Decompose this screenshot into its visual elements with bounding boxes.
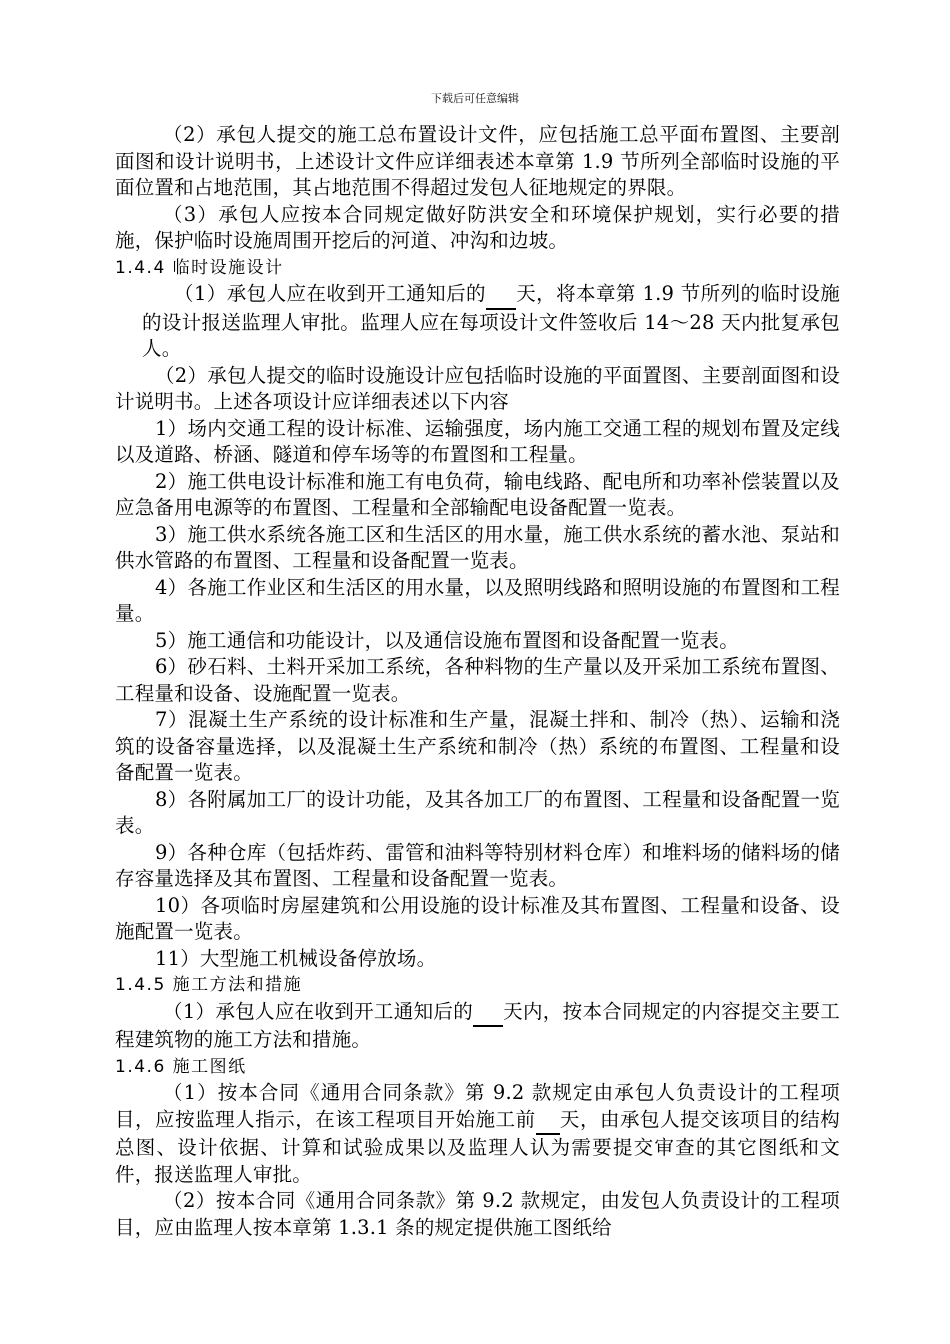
paragraph-text: （1）承包人应在收到开工通知后的 bbox=[163, 999, 474, 1023]
blank-field bbox=[473, 999, 503, 1028]
paragraph: （3）承包人应按本合同规定做好防洪安全和环境保护规划，实行必要的措施，保护临时设施周围开挖后的河道、冲沟和边坡。 bbox=[115, 202, 840, 252]
list-item: 11）大型施工机械设备停放场。 bbox=[155, 946, 437, 970]
section-heading: 1.4.6 施工图纸 bbox=[115, 1056, 247, 1077]
list-item: 7）混凝土生产系统的设计标准和生产量，混凝土拌和、制冷（热）、运输和浇筑的设备容量选择，以及混凝土生产系统和制冷（热）系统的布置图、工程量和设备配置一览表。 bbox=[115, 708, 840, 784]
list-item: 2）施工供电设计标准和施工有电负荷，输电线路、配电所和功率补偿装置以及应急备用电源等的布置图、工程量和全部输配电设备配置一览表。 bbox=[115, 469, 840, 519]
blank-field bbox=[536, 1107, 560, 1136]
paragraph: （2）按本合同《通用合同条款》第 9.2 款规定，由发包人负责设计的工程项目，应由监理人按本章第 1.3.1 条的规定提供施工图纸给 bbox=[115, 1189, 840, 1239]
paragraph bbox=[115, 1080, 840, 1188]
document-body bbox=[115, 122, 840, 1241]
list-item: 6）砂石料、土料开采加工系统，各种料物的生产量以及开采加工系统布置图、工程量和设备、设施配置一览表。 bbox=[115, 655, 840, 705]
paragraph: （2）承包人提交的施工总布置设计文件，应包括施工总平面布置图、主要剖面图和设计说明书，上述设计文件应详细表述本章第 1.9 节所列全部临时设施的平面位置和占地范围，其占地范围不得超过发包人征地规定的界限。 bbox=[115, 123, 840, 199]
list-item: 8）各附属加工厂的设计功能，及其各加工厂的布置图、工程量和设备配置一览表。 bbox=[115, 787, 840, 837]
list-item: 3）施工供水系统各施工区和生活区的用水量，施工供水系统的蓄水池、泵站和供水管路的布置图、工程量和设备配置一览表。 bbox=[115, 522, 840, 572]
paragraph-text: （1）承包人应在收到开工通知后的 bbox=[174, 282, 486, 305]
paragraph: （2）承包人提交的临时设施设计应包括临时设施的平面置图、主要剖面图和设计说明书。上述各项设计应详细表述以下内容 bbox=[115, 363, 840, 413]
section-heading: 1.4.5 施工方法和措施 bbox=[115, 975, 303, 995]
paragraph-text: （1）按本合同《通用合同条款》第 9.2 款规定由承包人负责设计的工程项目，应按监理人指示，在该工程项目开始施工前 bbox=[115, 1081, 840, 1131]
paragraph bbox=[115, 999, 840, 1054]
list-item: 10）各项临时房屋建筑和公用设施的设计标准及其布置图、工程量和设备、设施配置一览表。 bbox=[115, 893, 840, 943]
section-heading: 1.4.4 临时设施设计 bbox=[115, 257, 284, 278]
paragraph-text: 天，将本章第 1.9 节所列的临时设施的设计报送监理人审批。监理人应在每项设计文件签收后 14～28 天内批复承包人。 bbox=[142, 282, 840, 360]
list-item: 9）各种仓库（包括炸药、雷管和油料等特别材料仓库）和堆料场的储料场的储存容量选择及其布置图、工程量和设备配置一览表。 bbox=[115, 840, 840, 890]
blank-field bbox=[486, 281, 516, 310]
paragraph-text: 天，由承包人提交该项目的结构总图、设计依据、计算和试验成果以及监理人认为需要提交审查的其它图纸和文件，报送监理人审批。 bbox=[115, 1107, 840, 1186]
page-header: 下载后可任意编辑 bbox=[431, 92, 519, 105]
list-item: 1）场内交通工程的设计标准、运输强度，场内施工交通工程的规划布置及定线以及道路、桥涵、隧道和停车场等的布置图和工程量。 bbox=[115, 416, 840, 466]
paragraph bbox=[115, 281, 840, 363]
list-item: 4）各施工作业区和生活区的用水量，以及照明线路和照明设施的布置图和工程量。 bbox=[115, 575, 840, 625]
paragraph-text: 天内，按本合同规定的内容提交主要工程建筑物的施工方法和措施。 bbox=[115, 999, 840, 1051]
list-item: 5）施工通信和功能设计，以及通信设施布置图和设备配置一览表。 bbox=[155, 628, 739, 652]
